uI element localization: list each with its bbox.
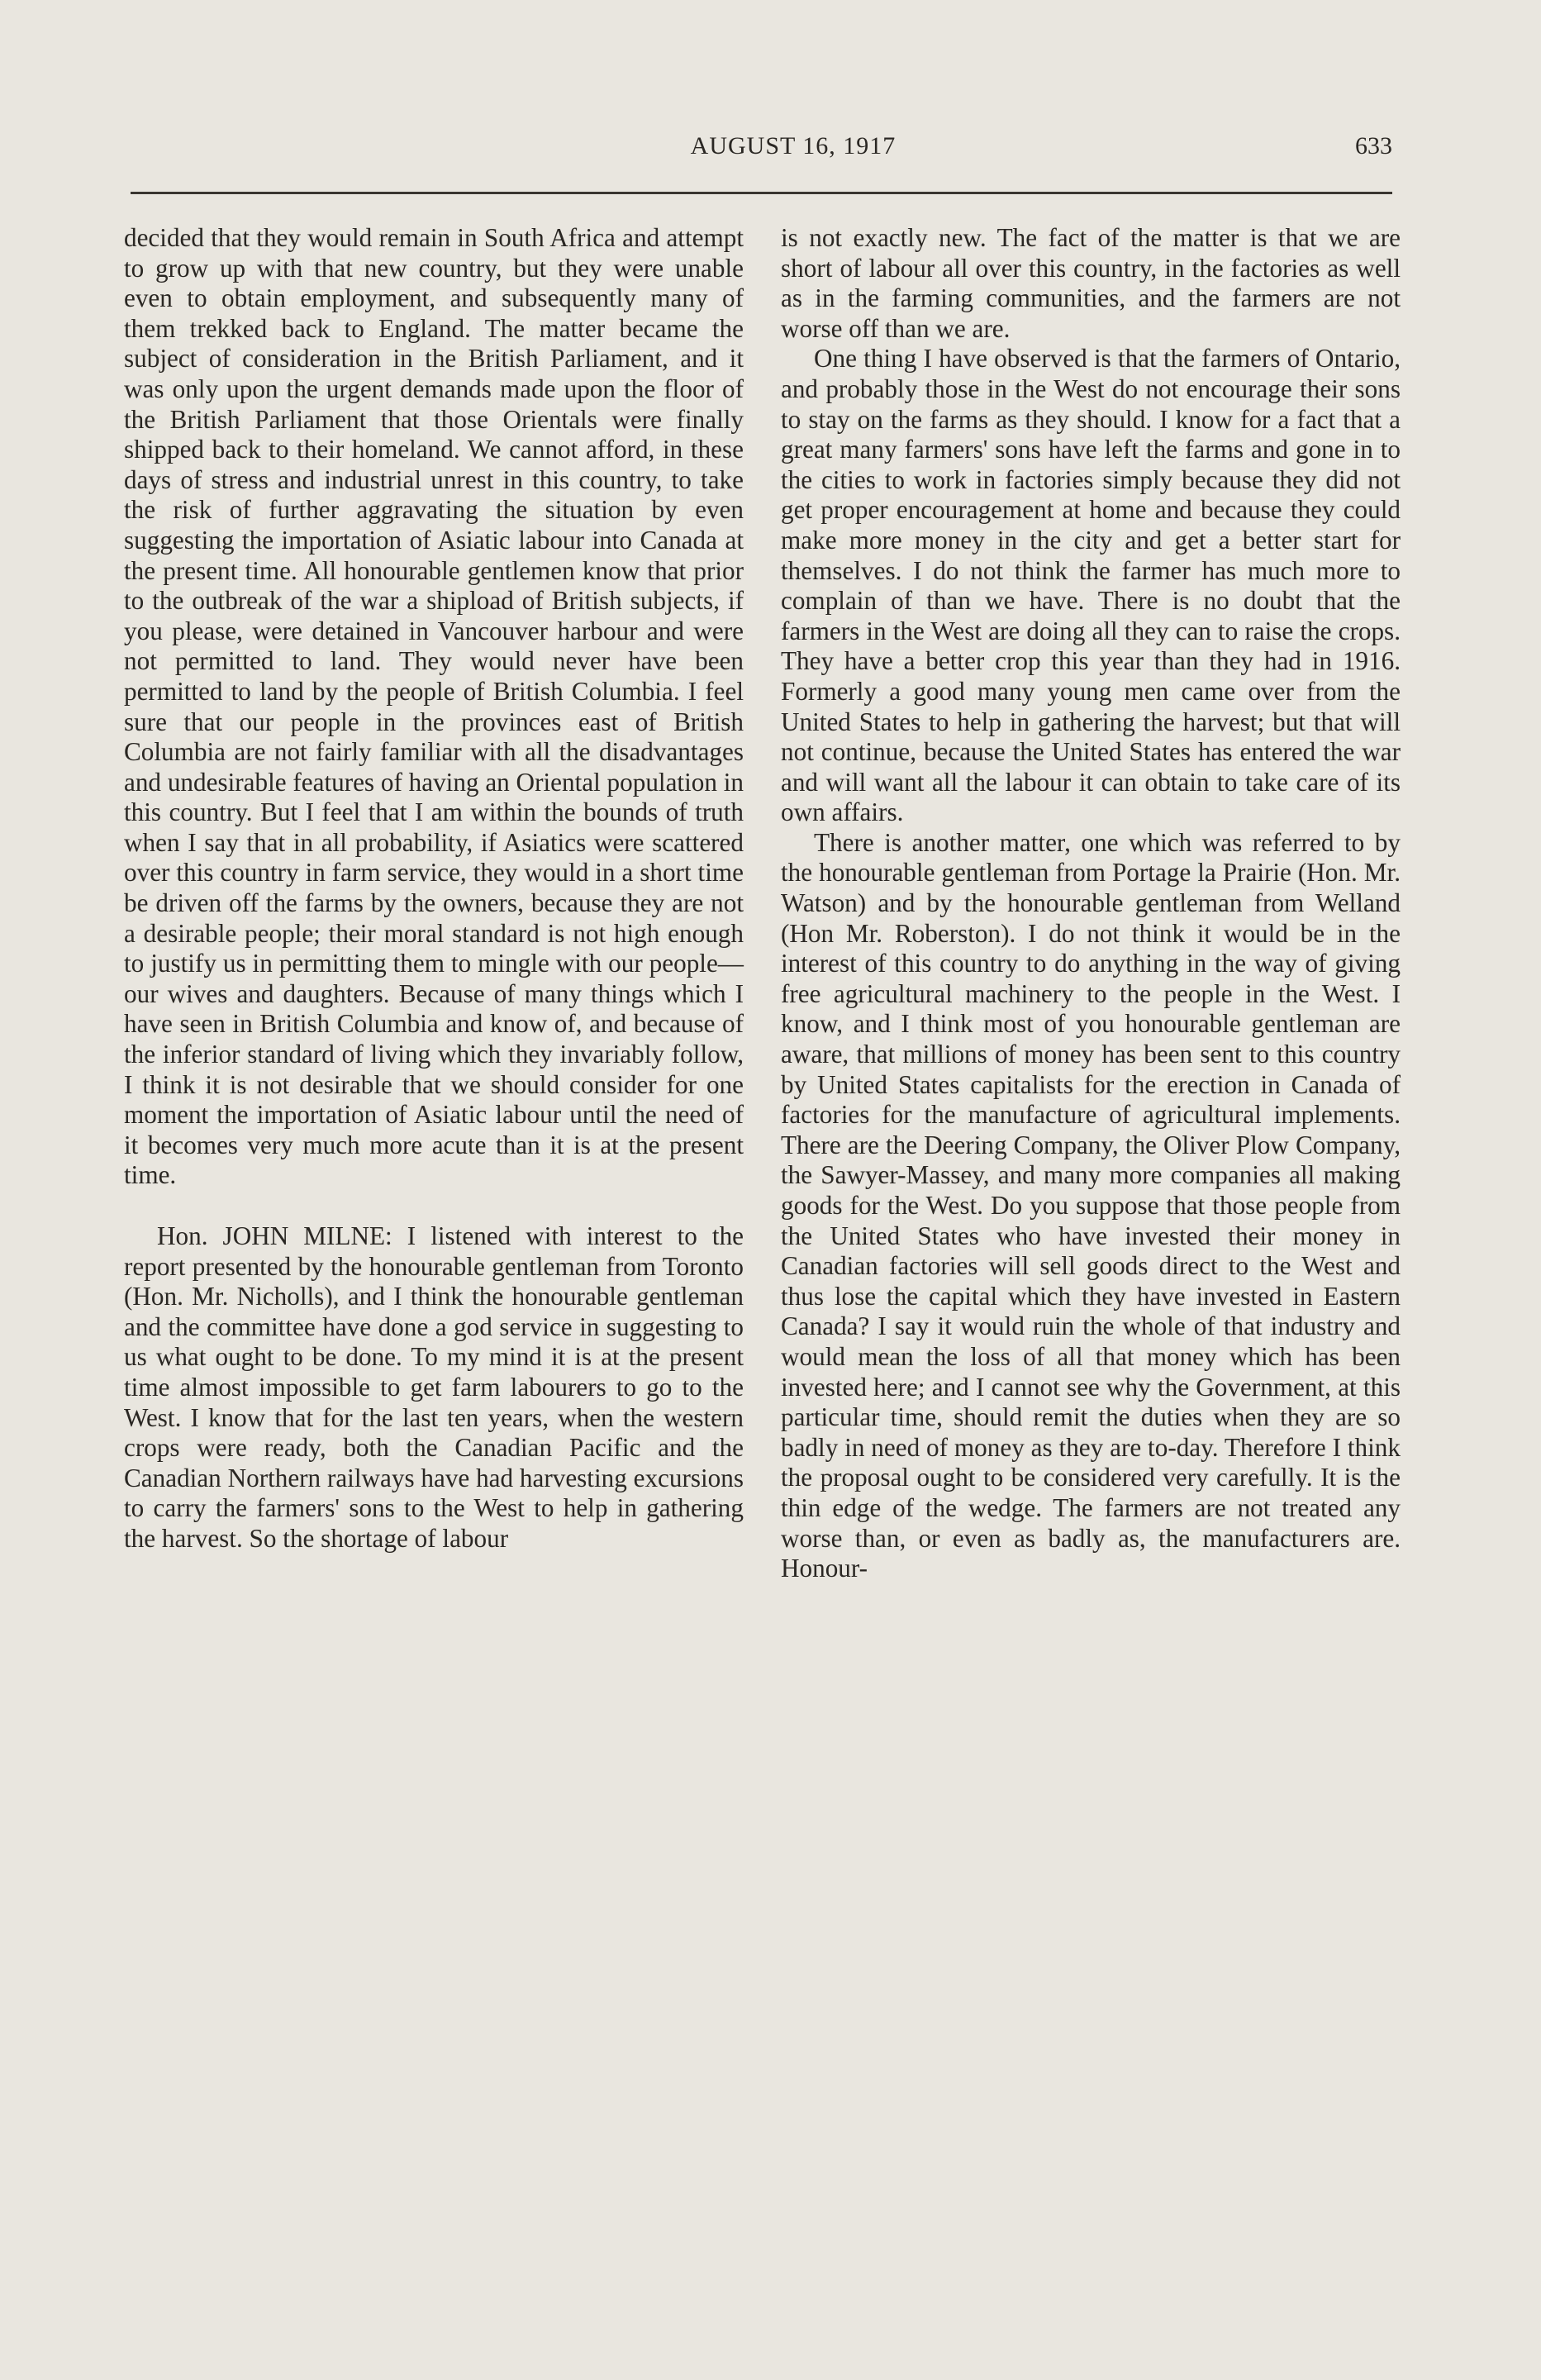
page-number: 633 — [1355, 132, 1392, 159]
right-column — [781, 223, 1401, 1584]
header-date: AUGUST 16, 1917 — [690, 132, 897, 159]
paragraph: There is another matter, one which was referred to by the honourable gentleman from Portage la Prairie (Hon. Mr. Watson) and by the honourable gentleman from Welland (Hon Mr. Roberston). I do not think it would be in the interest of this country to do anything in the way of giving free agricultural machinery to the people in the West. I know, and I think most of you honourable gentleman are aware, that millions of money has been sent to this country by United States capitalists for the erection in Canada of factories for the manufacture of agricultural implements. There are the Deering Company, the Oliver Plow Company, the Sawyer-Massey, and many more companies all making goods for the West. Do you suppose that those people from the United States who have invested their money in Canadian factories will sell goods direct to the West and thus lose the capital which they have invested in Eastern Canada? I say it would ruin the whole of that industry and would mean the loss of all that money which has been invested here; and I cannot see why the Government, at this particular time, should remit the duties when they are so badly in need of money as they are to-day. Therefore I think the proposal ought to be considered very carefully. It is the thin edge of the wedge. The farmers are not treated any worse than, or even as badly as, the manufacturers are. Honour- — [781, 827, 1401, 1583]
paragraph: is not exactly new. The fact of the matter is that we are short of labour all over this country, in the factories as well as in the farming communities, and the farmers are not worse off than we are. — [781, 223, 1401, 343]
left-column — [124, 223, 744, 1554]
paragraph: Hon. JOHN MILNE: I listened with interest to the report presented by the honourable gentleman from Toronto (Hon. Mr. Nicholls), and I think the honourable gentleman and the committee have done a god service in suggesting to us what ought to be done. To my mind it is at the present time almost impossible to get farm labourers to go to the West. I know that for the last ten years, when the western crops were ready, both the Canadian Pacific and the Canadian Northern railways have had harvesting excursions to carry the farmers' sons to the West to help in gathering the harvest. So the shortage of labour — [124, 1221, 744, 1553]
paragraph: One thing I have observed is that the farmers of Ontario, and probably those in the West do not encourage their sons to stay on the farms as they should. I know for a fact that a great many farmers' sons have left the farms and gone in to the cities to work in factories simply because they did not get proper encouragement at home and because they could make more money in the city and get a better start for themselves. I do not think the farmer has much more to complain of than we have. There is no doubt that the farmers in the West are doing all they can to raise the crops. They have a better crop this year than they had in 1916. Formerly a good many young men came over from the United States to help in gathering the harvest; but that will not continue, because the United States has entered the war and will want all the labour it can obtain to take care of its own affairs. — [781, 344, 1401, 827]
page-header — [194, 132, 1392, 174]
paragraph: decided that they would remain in South Africa and attempt to grow up with that new country, but they were unable even to obtain employment, and subsequently many of them trekked back to England. The matter became the subject of consideration in the British Parliament, and it was only upon the urgent demands made upon the floor of the British Parliament that those Orientals were finally shipped back to their homeland. We cannot afford, in these days of stress and industrial unrest in this country, to take the risk of further aggravating the situation by even suggesting the importation of Asiatic labour into Canada at the present time. All honourable gentlemen know that prior to the outbreak of the war a shipload of British subjects, if you please, were detained in Vancouver harbour and were not permitted to land. They would never have been permitted to land by the people of British Columbia. I feel sure that our people in the provinces east of British Columbia are not fairly familiar with all the disadvantages and undesirable features of having an Oriental population in this country. But I feel that I am within the bounds of truth when I say that in all probability, if Asiatics were scattered over this country in farm service, they would in a short time be driven off the farms by the owners, because they are not a desirable people; their moral standard is not high enough to justify us in permitting them to mingle with our people—our wives and daughters. Because of many things which I have seen in British Columbia and know of, and because of the inferior standard of living which they invariably follow, I think it is not desirable that we should consider for one moment the importation of Asiatic labour until the need of it becomes very much more acute than it is at the present time. — [124, 223, 744, 1190]
header-rule — [131, 192, 1392, 194]
